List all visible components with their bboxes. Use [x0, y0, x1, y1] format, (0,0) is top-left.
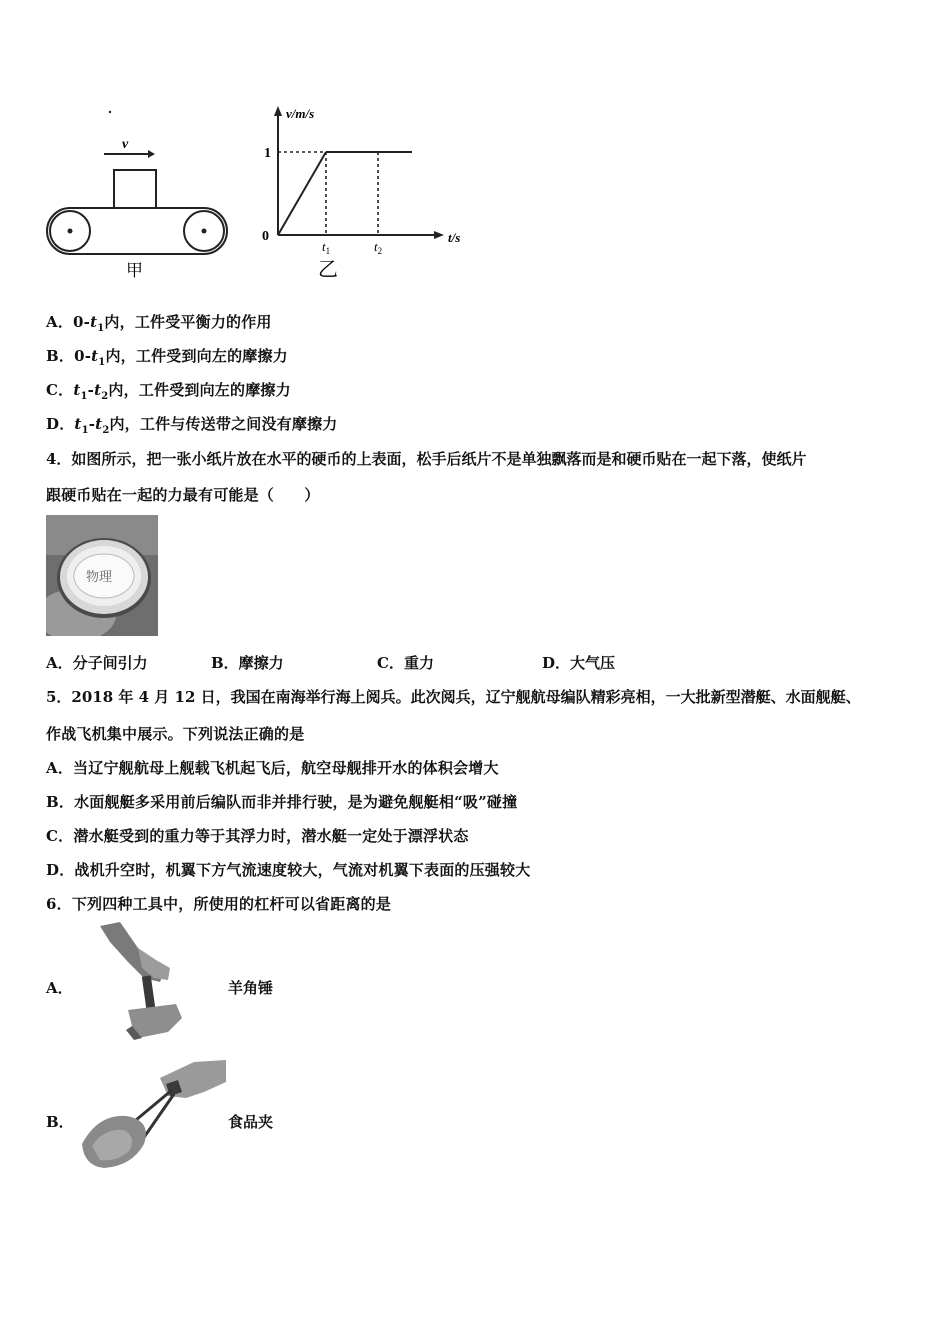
q5-option-b: B．水面舰艇多采用前后编队而非并排行驶，是为避免舰艇相“吸”碰撞	[46, 793, 518, 811]
q6-option-b-label: 食品夹	[228, 1113, 274, 1131]
q6-option-a-label: 羊角锤	[228, 979, 274, 997]
q5-option-c: C．潜水艇受到的重力等于其浮力时，潜水艇一定处于漂浮状态	[46, 827, 469, 845]
food-tongs-image	[74, 1058, 228, 1174]
y-tick-label: 1	[264, 146, 271, 161]
q3-option-a: A．$0-t_1$内，工件受平衡力的作用	[46, 313, 272, 334]
q5-stem-line1: 5．2018 年 4 月 12 日，我国在南海举行海上阅兵。此次阅兵，辽宁舰航母编队精彩亮相，一大批新型潜艇、水面舰艇、	[46, 688, 861, 706]
q4-option-a: A．分子间引力	[46, 654, 148, 672]
q4-stem-line2: 跟硬币贴在一起的力最有可能是（ ）	[46, 486, 320, 504]
origin-label: 0	[262, 229, 269, 244]
figure-caption-yi: 乙	[318, 257, 338, 281]
q3-option-c: C．$t_1-t_2$内，工件受到向左的摩擦力	[46, 381, 291, 402]
conveyor-belt-figure	[44, 104, 234, 284]
q3-option-d: D．$t_1-t_2$内，工件与传送带之间没有摩擦力	[46, 415, 338, 436]
y-axis-label: v/m/s	[286, 106, 315, 121]
q5-stem-line2: 作战飞机集中展示。下列说法正确的是	[46, 725, 305, 743]
q6-option-a-letter: A．	[46, 979, 73, 997]
velocity-time-graph	[256, 100, 476, 285]
coin-photo	[46, 515, 158, 636]
x-axis-label: t/s	[448, 230, 461, 245]
q4-option-c: C．重力	[377, 654, 434, 672]
velocity-line-rise	[278, 152, 326, 235]
q4-option-d: D．大气压	[542, 654, 616, 672]
q6-option-b-letter: B．	[46, 1113, 74, 1131]
q4-stem-line1: 4．如图所示，把一张小纸片放在水平的硬币的上表面，松手后纸片不是单独飘落而是和硬币贴在一起下落，使纸片	[46, 450, 807, 468]
figure-caption-jia: 甲	[126, 261, 143, 281]
workpiece-block	[114, 170, 156, 208]
q4-option-b: B．摩擦力	[211, 654, 284, 672]
claw-hammer-image	[98, 922, 198, 1040]
t2-label: $t_2$	[374, 239, 383, 256]
velocity-label: v	[122, 137, 129, 152]
q6-stem: 6．下列四种工具中，所使用的杠杆可以省距离的是	[46, 895, 392, 913]
coin-paper-text: 物理	[86, 570, 113, 585]
q5-option-d: D．战机升空时，机翼下方气流速度较大，气流对机翼下表面的压强较大	[46, 861, 531, 879]
q3-option-b: B．$0-t_1$内，工件受到向左的摩擦力	[46, 347, 288, 368]
t1-label: $t_1$	[322, 239, 331, 256]
q5-option-a: A．当辽宁舰航母上舰载飞机起飞后，航空母舰排开水的体积会增大	[46, 759, 499, 777]
